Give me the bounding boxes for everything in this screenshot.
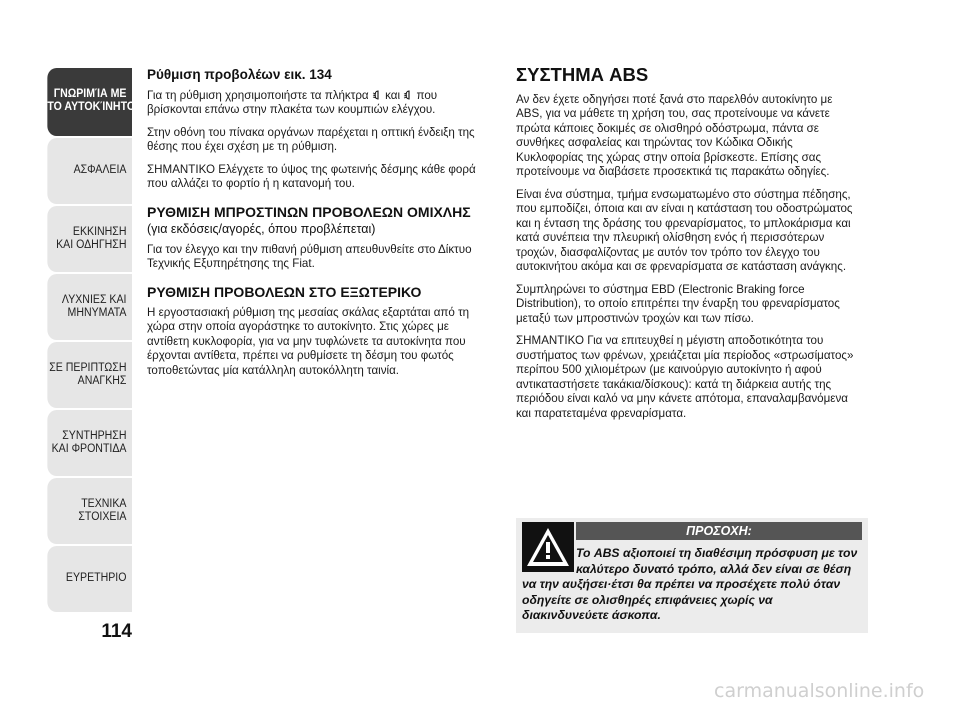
headlight-down-icon xyxy=(372,90,382,100)
section-heading-abroad: ΡΥΘΜΙΣΗ ΠΡΟΒΟΛΕΩΝ ΣΤΟ ΕΞΩΤΕΡΙΚΟ xyxy=(147,283,422,300)
paragraph-important: ΣΗΜΑΝΤΙΚΟ Ελέγχετε το ύψος της φωτεινής δέσμης κάθε φορά που αλλάζει το φορτίο ή η κατανομή του. xyxy=(147,162,476,190)
section-heading-headlight-adjust: Ρύθμιση προβολέων εικ. 134 xyxy=(147,67,332,82)
tab-label: ΑΣΦΑΛΕΙΑ xyxy=(73,164,127,176)
tab-label: ΣΤΟΙΧΕΙΑ xyxy=(78,511,127,523)
paragraph: Η εργοστασιακή ρύθμιση της μεσαίας σκάλας εξαρτάται από τη χώρα στην οποία αγοράστηκε το αυτοκίνητο. Στις χώρες με αντίθετη κυκλοφορία, για να μην τυφλώνετε τα αυτοκίνητα που έρχονται αντίθετα, πρέπει να ρυθμίσετε τη δέσμη του φωτός τοποθετώντας μία κατάλληλη αυτοκόλλητη ταινία. xyxy=(147,305,470,377)
tab-label: ΣΥΝΤΗΡΗΣΗ xyxy=(62,430,127,442)
watermark: carmanualsonline.info xyxy=(714,680,925,702)
tab-label: ΤΕΧΝΙΚΑ xyxy=(81,498,127,510)
tab-starting-driving[interactable] xyxy=(47,206,132,272)
paragraph: Αν δεν έχετε οδηγήσει ποτέ ξανά στο παρελθόν αυτοκίνητο με ABS, για να μάθετε τη χρήση του, σας προτείνουμε να κάνετε πρώτα κάποιες δοκιμές σε ολισθηρό οδόστρωμα, πάντα σε συνθήκες ασφαλείας και τηρώντας τον Κώδικα Οδικής Κυκλοφορίας της χώρας στην οποία βρίσκεστε. Επίσης σας προτείνουμε να διαβάσετε προσεκτικά τις παρακάτω οδηγίες. xyxy=(516,92,833,178)
tab-label: ΜΗΝΥΜΑΤΑ xyxy=(67,307,127,319)
warning-box xyxy=(516,518,868,633)
warning-text-line: να την αυξήσει·έτσι θα πρέπει να προσέχετε πολύ όταν οδηγείτε σε ολισθηρές επιφάνειες χωρίς να διακινδυνεύετε άσκοπα. xyxy=(522,577,841,622)
page-number: 114 xyxy=(101,621,132,642)
tab-technical-data[interactable] xyxy=(47,478,132,544)
text: Για τη ρύθμιση χρησιμοποιήστε τα πλήκτρα xyxy=(147,88,369,102)
paragraph: Είναι ένα σύστημα, τμήμα ενσωματωμένο στο σύστημα πέδησης, που εμποδίζει, όποια και αν είναι η κατάσταση του οδοστρώματος και η ένταση της δράσης του φρεναρίσματος, το μπλοκάρισμα και κατά συνέπεια την πλευρική ολίσθηση ενός ή περισσότερων τροχών, διασφαλίζοντας με αυτόν τον τρόπο τον έλεγχο του αυτοκινήτου ακόμα και σε φρεναρίσματα σε κατάσταση ανάγκης. xyxy=(516,187,853,273)
tab-label: ΚΑΙ ΦΡΟΝΤΙΔΑ xyxy=(51,443,127,455)
tab-safety[interactable] xyxy=(47,138,132,204)
paragraph xyxy=(147,89,482,118)
tab-getting-to-know[interactable] xyxy=(47,68,136,136)
tab-label: ΛΥΧΝΙΕΣ ΚΑΙ xyxy=(61,294,127,306)
warning-text-line: Το ABS αξιοποιεί τη διαθέσιμη πρόσφυση με τον καλύτερο δυνατό τρόπο, αλλά δεν είναι σε θέση xyxy=(576,546,858,576)
heading-text: ΡΥΘΜΙΣΗ ΜΠΡΟΣΤΙΝΩΝ ΠΡΟΒΟΛΕΩΝ ΟΜΙΧΛΗΣ xyxy=(147,203,471,220)
text: που βρίσκονται επάνω στην πλακέτα των κουμπιών ελέγχου. xyxy=(147,88,438,116)
paragraph-important: ΣΗΜΑΝΤΙΚΟ Για να επιτευχθεί η μέγιστη αποδοτικότητα του συστήματος των φρένων, χρειάζεται μία περίοδος «στρωσίματος» περίπου 500 χιλιομέτρων (με καινούργιο αυτοκίνητο ή αφού αντικαταστήσετε τακάκια/δίσκους): κατά τη διάρκεια αυτής της περιόδου είναι καλό να μην κάνετε απότομα, επαναλαμβανόμενα και παρατεταμένα φρεναρίσματα. xyxy=(516,334,854,420)
warning-title: ΠΡΟΣΟΧΗ: xyxy=(576,522,862,540)
warning-text xyxy=(522,546,862,624)
section-heading-abs: ΣΥΣΤΗΜΑ ABS xyxy=(516,64,649,85)
text: και xyxy=(385,88,401,102)
tab-label: ΓΝΩΡΙΜΊΑ ΜΕ xyxy=(53,88,127,100)
section-heading-fog-lights xyxy=(147,204,482,237)
tab-label: ΚΑΙ ΟΔΗΓΗΣΗ xyxy=(56,239,127,251)
left-column xyxy=(147,68,482,386)
tab-label: ΕΥΡΕΤΗΡΙΟ xyxy=(65,572,127,584)
tab-maintenance[interactable] xyxy=(47,410,132,476)
heading-subtext: (για εκδόσεις/αγορές, όπου προβλέπεται) xyxy=(147,221,376,236)
tab-lights-messages[interactable] xyxy=(47,274,132,340)
headlight-up-icon xyxy=(403,90,413,100)
tab-emergency[interactable] xyxy=(47,342,132,408)
chapter-sidebar xyxy=(40,68,136,614)
paragraph: Για τον έλεγχο και την πιθανή ρύθμιση απευθυνθείτε στο Δίκτυο Τεχνικής Εξυπηρέτησης της Fiat. xyxy=(147,242,472,270)
tab-label: ΑΝΑΓΚΗΣ xyxy=(77,375,127,387)
tab-label: ΤΟ ΑΥΤΟΚΊΝΗΤΟ xyxy=(47,101,136,113)
paragraph: Στην οθόνη του πίνακα οργάνων παρέχεται η οπτική ένδειξη της θέσης που έχει σχέση με τη ρύθμιση. xyxy=(147,125,475,153)
paragraph: Συμπληρώνει το σύστημα EBD (Electronic Braking force Distribution), το οποίο επιτρέπει την έναρξη του φρεναρίσματος μεταξύ των μπροστινών τροχών και των πίσω. xyxy=(516,282,840,325)
tab-label: ΣΕ ΠΕΡΙΠΤΩΣΗ xyxy=(49,362,127,374)
right-column xyxy=(516,64,861,429)
tab-index[interactable] xyxy=(47,546,132,612)
tab-label: ΕΚΚΙΝΗΣΗ xyxy=(72,226,127,238)
